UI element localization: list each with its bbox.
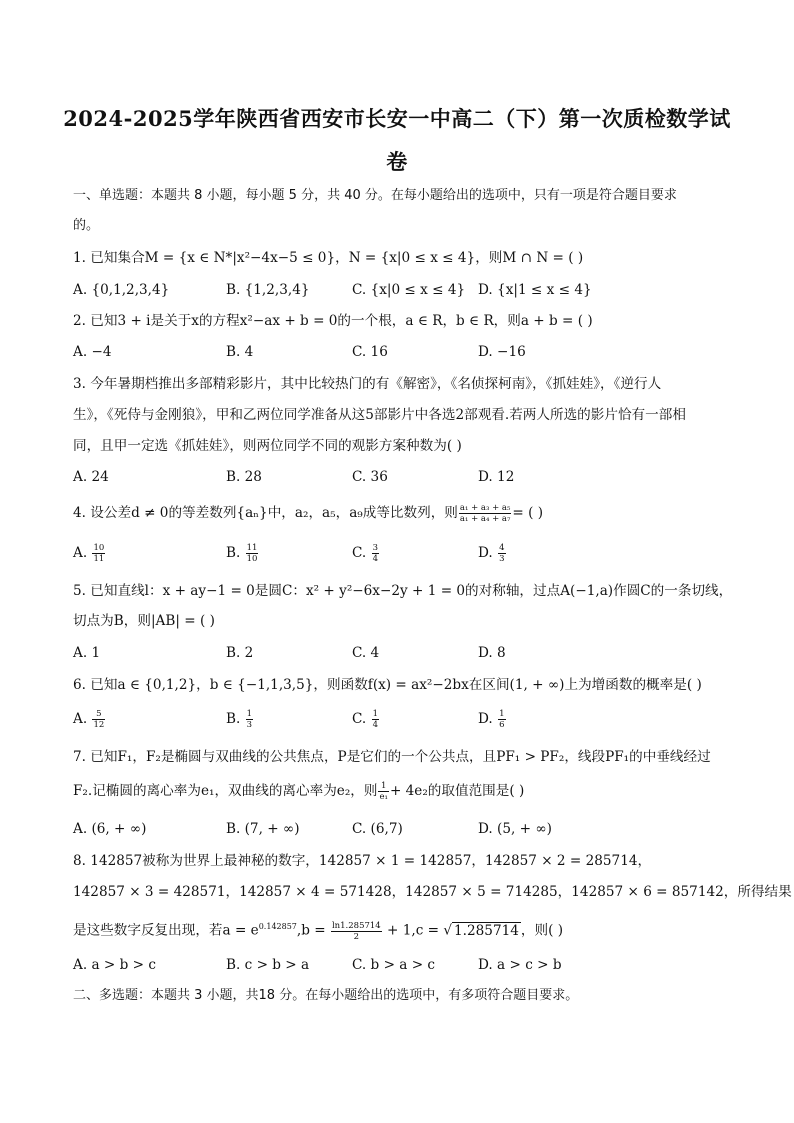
question-3-option-b: B. 28: [226, 469, 262, 485]
question-2-option-a: A. −4: [73, 344, 112, 360]
question-7-text-line1: 7. 已知F₁，F₂是椭圆与双曲线的公共焦点，P是它们的一个公共点，且PF₁ > PF₂，线段PF₁的中垂线经过: [73, 749, 711, 765]
question-3-text-line2: 生》，《死侍与金刚狼》，甲和乙两位同学准备从这5部影片中各选2部观看.若两人所选的影片恰有一部相: [73, 407, 686, 423]
option-letter: C.: [352, 545, 367, 561]
question-2-text: 2. 已知3 + i是关于x的方程x²−ax + b = 0的一个根，a ∈ R，b ∈ R，则a + b = ( ): [73, 313, 593, 329]
question-8-fraction-num: ln1.285714: [331, 920, 381, 931]
question-6-option-b: [226, 709, 254, 730]
question-4-fraction: [459, 503, 511, 524]
question-4-option-a: [73, 543, 106, 564]
question-8-text-line1: 8. 142857被称为世界上最神秘的数字，142857 × 1 = 142857，142857 × 2 = 285714，: [73, 853, 652, 869]
question-1-option-c: C. {x|0 ≤ x ≤ 4}: [352, 282, 466, 298]
question-6-option-c: [352, 709, 380, 730]
question-3-text-line1: 3. 今年暑期档推出多部精彩影片，其中比较热门的有《解密》，《名侦探柯南》，《抓娃娃》，《逆行人: [73, 376, 662, 392]
question-7-option-a: A. (6, + ∞): [73, 821, 147, 837]
question-4-option-b: [226, 543, 259, 564]
question-8-fraction-den: 2: [353, 931, 360, 942]
question-3-option-a: A. 24: [73, 469, 109, 485]
question-2-option-c: C. 16: [352, 344, 388, 360]
question-7-fraction-num: 1: [378, 781, 388, 792]
question-1-option-d: D. {x|1 ≤ x ≤ 4}: [478, 282, 592, 298]
option-letter: B.: [226, 545, 241, 561]
exam-title-line1: 2024-2025学年陕西省西安市长安一中高二（下）第一次质检数学试: [63, 106, 731, 131]
question-4-fraction-denominator: a₁ + a₄ + a₇: [459, 514, 511, 524]
section2-heading: 二、多选题：本题共 3 小题，共18 分。在每小题给出的选项中，有多项符合题目要求。: [73, 988, 579, 1003]
question-8-text-line2: 142857 × 3 = 428571，142857 × 4 = 571428，142857 × 5 = 714285，142857 × 6 = 857142，所得结果: [73, 884, 792, 900]
question-6-option-a-den: 12: [93, 720, 105, 730]
question-8-stem-end: ，则( ): [520, 922, 564, 939]
question-7-option-b: B. (7, + ∞): [226, 821, 300, 837]
question-5-option-b: B. 2: [226, 645, 254, 661]
question-8-option-b: B. c > b > a: [226, 957, 310, 973]
section1-heading: 一、单选题：本题共 8 小题，每小题 5 分，共 40 分。在每小题给出的选项中，只有一项是符合题目要求: [73, 188, 677, 203]
question-5-text-line2: 切点为B，则|AB| = ( ): [73, 613, 215, 629]
question-4-option-d-den: 3: [499, 554, 505, 564]
question-4-option-d-num: 4: [499, 543, 505, 553]
question-7-option-d: D. (5, + ∞): [478, 821, 552, 837]
section1-heading-cont: 的。: [73, 218, 100, 233]
question-4-option-b-num: 11: [246, 543, 258, 553]
question-7-stem-end: + 4e₂的取值范围是( ): [389, 783, 525, 799]
question-8-c-def: + 1,c = √: [382, 922, 453, 939]
question-8-option-d: D. a > c > b: [478, 957, 562, 973]
question-6-option-d: [478, 709, 507, 730]
question-2-option-b: B. 4: [226, 344, 254, 360]
question-6-option-a: [73, 709, 106, 730]
question-2-option-d: D. −16: [478, 344, 526, 360]
question-8-option-c: C. b > a > c: [352, 957, 436, 973]
question-3-option-d: D. 12: [478, 469, 515, 485]
question-6-option-c-num: 1: [372, 709, 378, 719]
question-6-option-d-den: 6: [499, 720, 505, 730]
option-letter: B.: [226, 711, 241, 727]
question-6-text: 6. 已知a ∈ {0,1,2}，b ∈ {−1,1,3,5}，则函数f(x) = ax²−2bx在区间(1, + ∞)上为增函数的概率是( ): [73, 677, 702, 693]
question-4-stem: 4. 设公差d ≠ 0的等差数列{aₙ}中，a₂，a₅，a₉成等比数列，则: [73, 505, 458, 521]
question-1-option-b: B. {1,2,3,4}: [226, 282, 310, 298]
option-letter: A.: [73, 711, 88, 727]
question-8-fraction: [331, 921, 382, 942]
question-5-option-c: C. 4: [352, 645, 380, 661]
question-7-fraction-den: e₁: [379, 792, 388, 802]
question-5-option-a: A. 1: [73, 645, 101, 661]
question-4-option-c-num: 3: [372, 543, 378, 553]
exam-title-line2: 卷: [386, 149, 408, 174]
question-1-option-a: A. {0,1,2,3,4}: [73, 282, 170, 298]
question-6-option-b-den: 3: [246, 720, 253, 730]
option-letter: D.: [478, 711, 493, 727]
option-letter: A.: [73, 545, 88, 561]
question-3-option-c: C. 36: [352, 469, 388, 485]
question-6-option-c-den: 4: [372, 720, 378, 730]
question-4-option-a-num: 10: [93, 543, 105, 553]
question-6-option-a-num: 5: [92, 709, 105, 720]
question-4-option-d: [478, 543, 507, 564]
question-1-text: 1. 已知集合M = {x ∈ N*|x²−4x−5 ≤ 0}，N = {x|0 ≤ x ≤ 4}，则M ∩ N = ( ): [73, 250, 584, 266]
question-4-fraction-numerator: a₁ + a₃ + a₅: [459, 503, 511, 513]
question-4-option-a-den: 11: [93, 554, 105, 564]
question-8-b-def: ,b =: [296, 922, 330, 939]
question-3-text-line3: 同，且甲一定选《抓娃娃》，则两位同学不同的观影方案种数为( ): [73, 438, 462, 454]
question-7-fraction: [378, 781, 388, 802]
question-8-option-a: A. a > b > c: [73, 957, 156, 973]
question-8-radicand: 1.285714: [454, 922, 519, 939]
question-4-option-c-den: 4: [372, 554, 378, 564]
option-letter: C.: [352, 711, 367, 727]
question-7-text-line2: [73, 781, 733, 802]
question-6-option-d-num: 1: [499, 709, 505, 719]
question-8-exponent: 0.142857: [258, 922, 297, 931]
question-5-text-line1: 5. 已知直线l：x + ay−1 = 0是圆C：x² + y²−6x−2y + 1 = 0的对称轴，过点A(−1,a)作圆C的一条切线，: [73, 583, 733, 599]
question-5-option-d: D. 8: [478, 645, 506, 661]
question-7-option-c: C. (6,7): [352, 821, 403, 837]
question-7-stem: F₂.记椭圆的离心率为e₁，双曲线的离心率为e₂，则: [73, 783, 378, 799]
question-4-text: [73, 503, 733, 524]
question-6-option-b-num: 1: [246, 709, 253, 719]
question-4-option-b-den: 10: [246, 554, 258, 564]
question-4-stem-end: = ( ): [512, 505, 544, 521]
question-8-text-line3: [73, 917, 733, 942]
option-letter: D.: [478, 545, 493, 561]
question-4-option-c: [352, 543, 380, 564]
question-8-stem: 是这些数字反复出现，若a = e: [73, 922, 259, 939]
